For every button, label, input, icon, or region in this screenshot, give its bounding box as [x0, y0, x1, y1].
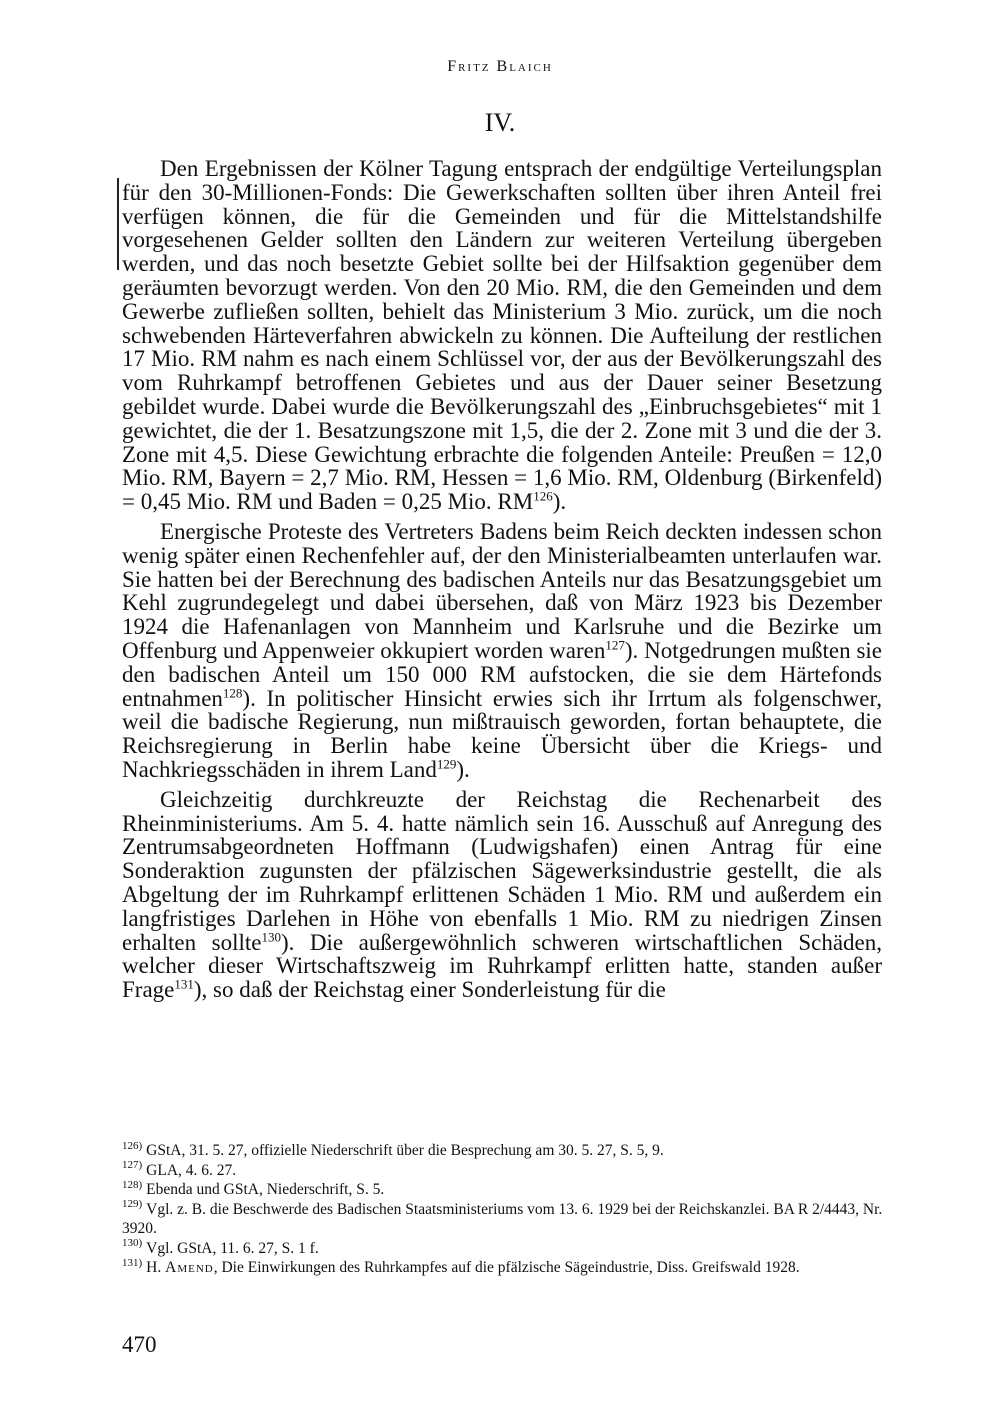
footnote-text: , Die Einwirkungen des Ruhrkampfes auf die pfälzische Sägeindustrie, Diss. Greifswald 1928.: [213, 1259, 800, 1276]
paragraph-text: ). Notgedrungen mußten sie den badischen Anteil um 150 000 RM aufstocken, die sie dem Härtefonds entnahmen: [122, 637, 882, 711]
footnote-text: Vgl. z. B. die Beschwerde des Badischen Staatsministeriums vom 13. 6. 1929 bei der Reichskanzlei. BA R 2/4443, Nr. 3920.: [122, 1200, 883, 1237]
footnote-ref[interactable]: 131: [174, 976, 194, 992]
footnote-ref[interactable]: 126: [533, 488, 553, 504]
page-number: 470: [122, 1332, 157, 1357]
footnote-number: 126): [122, 1139, 143, 1152]
paragraph-text: Gleichzeitig durchkreuzte der Reichstag die Rechenarbeit des Rheinministeriums. Am 5. 4. hatte nämlich sein 16. Ausschuß auf Anregung des Zentrumsabgeordneten Hoffmann (Ludwigshafen) einen Antrag für eine Sonderaktion zugunsten der pfälzischen Sägewerksindustrie gestellt, die als Abgeltung der im Ruhrkampf erlittenen Schäden 1 Mio. RM und außerdem ein langfristiges Darlehen in Höhe von ebenfalls 1 Mio. RM zu niedrigen Zinsen erhalten sollte: [122, 786, 882, 955]
paragraph: [122, 157, 882, 514]
footnote-number: 127): [122, 1159, 143, 1172]
paragraph-text: ).: [456, 756, 470, 782]
footnote: [122, 1258, 884, 1278]
paragraph-text: ). In politischer Hinsicht erwies sich ihr Irrtum als folgenschwer, weil die badische Regierung, nun mißtrauisch geworden, fortan behauptete, die Reichsregierung in Berlin habe keine Übersicht über die Kriegs- und Nachkriegsschäden in ihrem Land: [122, 685, 882, 782]
footnote-prefix: H.: [146, 1259, 166, 1276]
footnote: [122, 1180, 884, 1200]
footnote-text: Ebenda und GStA, Niederschrift, S. 5.: [146, 1181, 385, 1198]
paragraph-text: ). Die außergewöhnlich schweren wirtschaftlichen Schäden, welcher dieser Wirtschaftszweig im Ruhrkampf erlitten hatte, standen außer Frage: [122, 929, 882, 1003]
footnote-text: GLA, 4. 6. 27.: [146, 1161, 237, 1179]
paragraph: [122, 520, 882, 782]
paragraph-text: Den Ergebnissen der Kölner Tagung entsprach der endgültige Verteilungsplan für den 30-Millionen-Fonds: Die Gewerkschaften sollten über ihren Anteil frei verfügen können, die für die Gemeinden und für die Mittelstandshilfe vorgesehenen Gelder sollten den Ländern zur weiteren Verteilung übergeben werden, und das noch besetzte Gebiet sollte bei der Hilfsaktion gegenüber dem geräumten bevorzugt werden. Von den 20 Mio. RM, die den Gemeinden und dem Gewerbe zufließen sollten, behielt das Ministerium 3 Mio. zurück, um die noch schwebenden Härteverfahren abwickeln zu können. Die Aufteilung der restlichen 17 Mio. RM nahm es nach einem Schlüssel vor, der aus der Bevölkerungszahl des vom Ruhrkampf betroffenen Gebietes und aus der Dauer seiner Besetzung gebildet wurde. Dabei wurde die Bevölkerungszahl des „Einbruchsgebietes“ mit 1 gewichtet, die der 1. Besatzungszone mit 1,5, die der 2. Zone mit 3 und die der 3. Zone mit 4,5. Diese Gewichtung erbrachte die folgenden Anteile: Preußen = 12,0 Mio. RM, Bayern = 2,7 Mio. RM, Hessen = 1,6 Mio. RM, Oldenburg (Birkenfeld) = 0,45 Mio. RM und Baden = 0,25 Mio. RM: [122, 156, 882, 515]
footnotes: [122, 1141, 884, 1278]
paragraph-text: ).: [552, 489, 567, 515]
footnote-number: 130): [122, 1237, 143, 1250]
footnote: [122, 1161, 884, 1181]
footnote-number: 128): [122, 1178, 143, 1191]
footnote-ref[interactable]: 128: [222, 684, 243, 700]
footnote: [122, 1239, 884, 1259]
paragraph-text: Energische Proteste des Vertreters Badens beim Reich deckten indessen schon wenig später einen Rechenfehler auf, der den Ministerialbeamten unterlaufen war. Sie hatten bei der Berechnung des badischen Anteils nur das Besatzungsgebiet um Kehl zugrundegelegt und dabei übersehen, daß von März 1923 bis Dezember 1924 die Hafenanlagen von Mannheim und Karlsruhe und die Bezirke um Offenburg und Appenweier okkupiert worden waren: [122, 518, 882, 663]
footnote-ref[interactable]: 129: [436, 756, 457, 772]
margin-mark: [117, 178, 119, 270]
footnote-ref[interactable]: 130: [261, 928, 281, 944]
footnote: [122, 1141, 884, 1161]
paragraph-text: ), so daß der Reichstag einer Sonderleistung für die: [193, 977, 666, 1003]
paragraph: [122, 788, 882, 1002]
section-numeral: IV.: [484, 108, 516, 137]
footnote: [122, 1200, 884, 1239]
footnote-number: 129): [122, 1198, 143, 1211]
footnote-text: GStA, 31. 5. 27, offizielle Niederschrift über die Besprechung am 30. 5. 27, S. 5, 9.: [146, 1142, 664, 1159]
body-text: [122, 157, 882, 1002]
footnote-number: 131): [122, 1256, 143, 1269]
running-header: Fritz Blaich: [447, 58, 553, 75]
footnote-text: Vgl. GStA, 11. 6. 27, S. 1 f.: [146, 1239, 319, 1257]
footnote-ref[interactable]: 127: [605, 637, 625, 653]
footnote-author: Amend: [165, 1259, 214, 1276]
